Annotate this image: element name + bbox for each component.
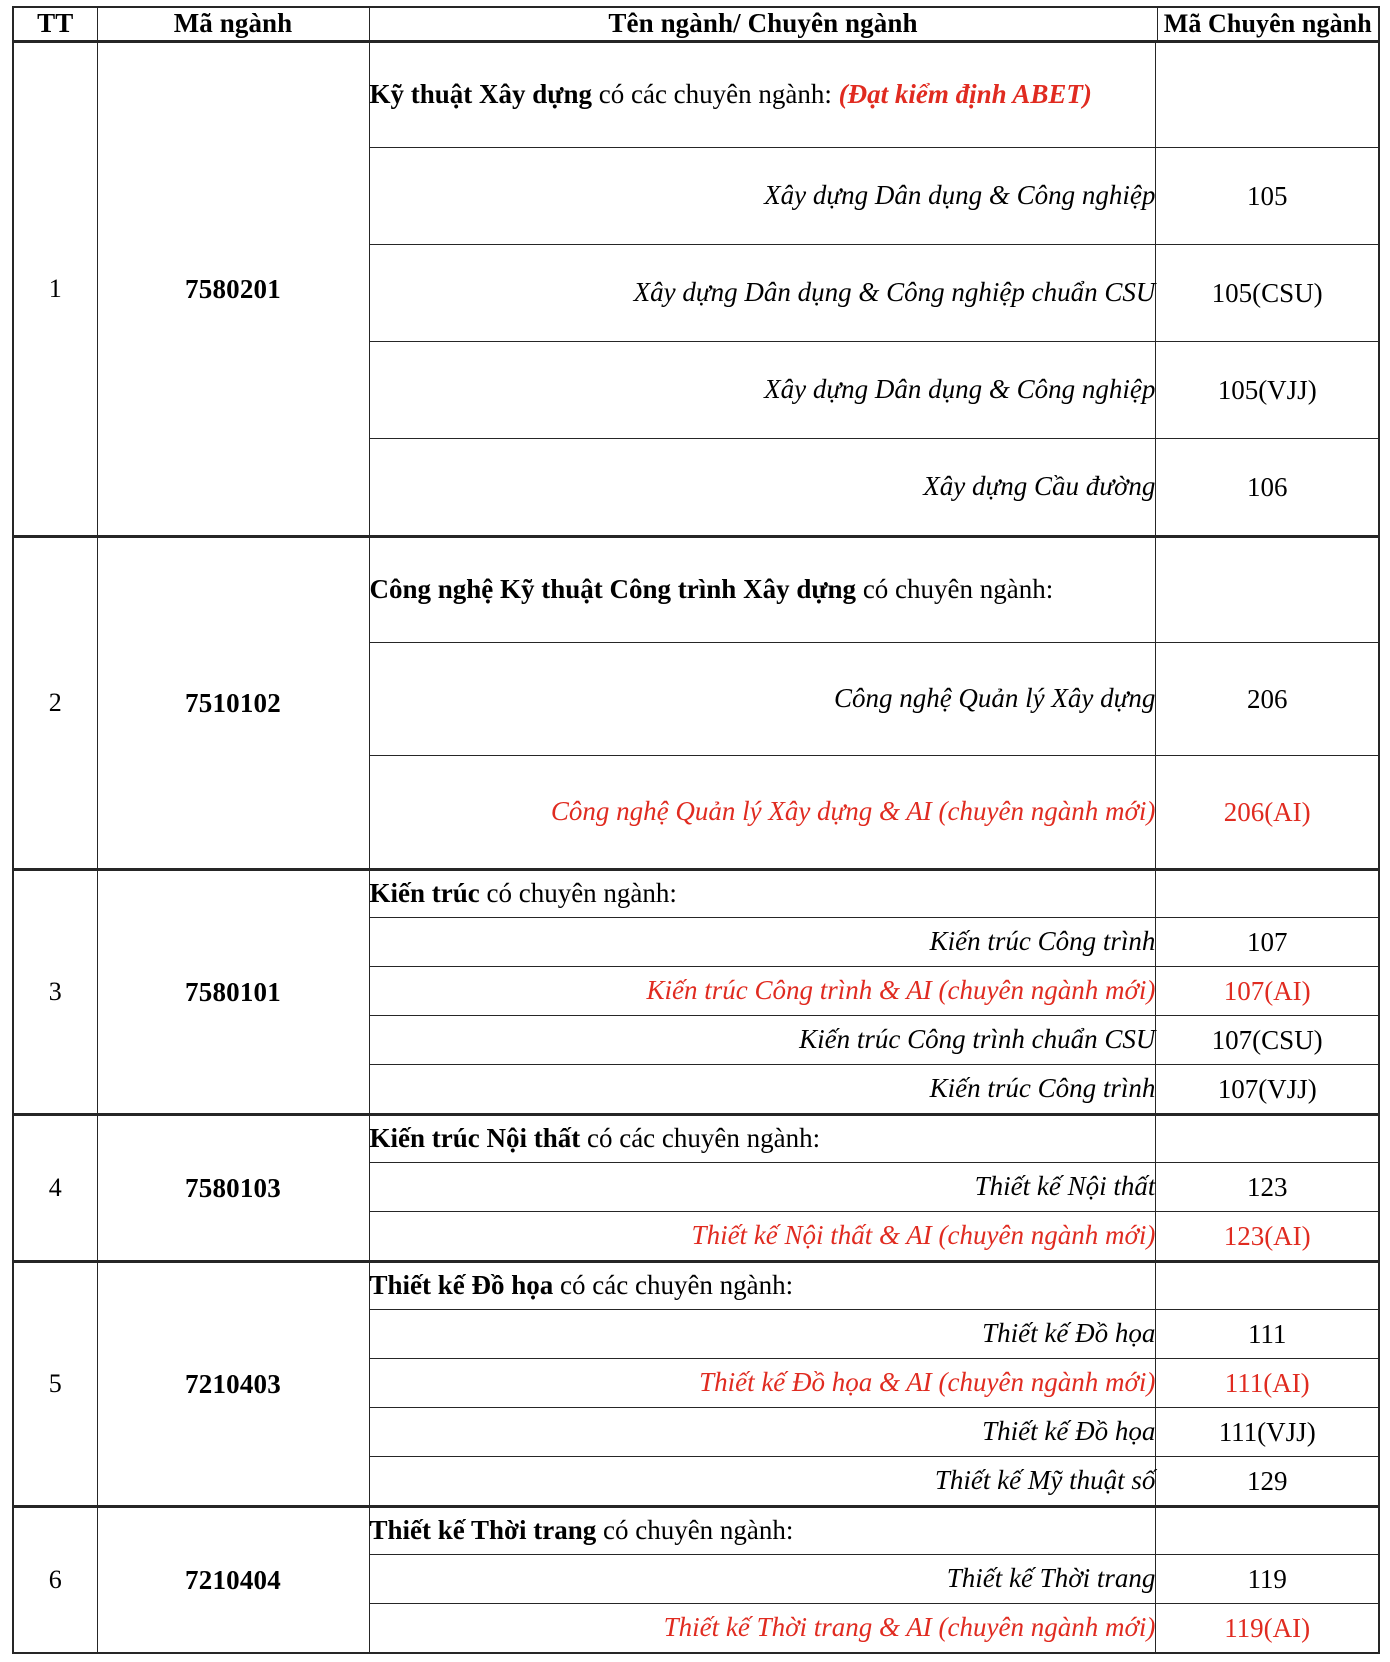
specialization-code: 123 (1156, 1162, 1378, 1211)
specialization-code: 105(VJJ) (1156, 341, 1378, 438)
specialization-name: Thiết kế Đồ họa (370, 1309, 1156, 1358)
nganh-name: Thiết kế Đồ họa (369, 1269, 554, 1300)
specialization-code: 129 (1156, 1456, 1378, 1505)
table-row (13, 869, 1379, 1114)
nganh-heading-row (370, 43, 1379, 148)
specialization-code: 107(VJJ) (1156, 1064, 1378, 1113)
specialization-row (370, 244, 1379, 341)
specialization-row (370, 438, 1379, 535)
specialization-row (370, 1603, 1379, 1652)
cell-ma-nganh: 7580201 (97, 41, 369, 536)
nganh-heading (370, 1116, 1156, 1163)
nganh-heading-row (370, 538, 1379, 643)
header-row (13, 7, 1379, 41)
nganh-heading-row (370, 1263, 1379, 1310)
cell-tt: 2 (13, 536, 97, 869)
cell-ma-chuyen-nganh-empty (1156, 1116, 1378, 1163)
nganh-heading-suffix: có chuyên ngành: (479, 877, 677, 908)
specialization-name: Kiến trúc Công trình (370, 1064, 1156, 1113)
table-row (13, 41, 1379, 536)
cell-tt: 5 (13, 1261, 97, 1506)
specialization-code: 107(AI) (1156, 966, 1378, 1015)
cell-nganh-group (369, 1114, 1379, 1261)
cell-nganh-group (369, 1506, 1379, 1653)
specialization-name: Công nghệ Quản lý Xây dựng (370, 642, 1156, 755)
specialization-name: Thiết kế Nội thất & AI (chuyên ngành mới) (370, 1211, 1156, 1260)
specialization-table (370, 871, 1379, 1113)
column-header-ma-nganh: Mã ngành (97, 7, 369, 41)
specialization-name: Công nghệ Quản lý Xây dựng & AI (chuyên ngành mới) (370, 755, 1156, 868)
specialization-code: 105 (1156, 147, 1378, 244)
nganh-heading-suffix: có các chuyên ngành: (580, 1122, 821, 1153)
nganh-name: Kỹ thuật Xây dựng (369, 78, 592, 109)
specialization-code: 123(AI) (1156, 1211, 1378, 1260)
specialization-name: Xây dựng Dân dụng & Công nghiệp (370, 341, 1156, 438)
nganh-heading (370, 1508, 1156, 1555)
nganh-heading-suffix: có các chuyên ngành: (553, 1269, 794, 1300)
specialization-row (370, 1554, 1379, 1603)
specialization-code: 119(AI) (1156, 1603, 1378, 1652)
cell-nganh-group (369, 536, 1379, 869)
table-row (13, 1261, 1379, 1506)
nganh-heading (370, 1263, 1156, 1310)
cell-tt: 6 (13, 1506, 97, 1653)
accreditation-note: (Đạt kiểm định ABET) (838, 78, 1092, 109)
nganh-name: Kiến trúc Nội thất (369, 1122, 581, 1153)
specialization-name: Xây dựng Dân dụng & Công nghiệp chuẩn CSU (370, 244, 1156, 341)
cell-ma-nganh: 7510102 (97, 536, 369, 869)
specialization-row (370, 341, 1379, 438)
column-header-ma-chuyen-nganh: Mã Chuyên ngành (1157, 7, 1379, 41)
specialization-name: Xây dựng Dân dụng & Công nghiệp (370, 147, 1156, 244)
nganh-heading (370, 43, 1156, 148)
specialization-code: 119 (1156, 1554, 1378, 1603)
specialization-row (370, 755, 1379, 868)
specialization-row (370, 1407, 1379, 1456)
column-header-tt: TT (13, 7, 97, 41)
specialization-code: 107 (1156, 917, 1378, 966)
column-header-ten-nganh: Tên ngành/ Chuyên ngành (369, 7, 1157, 41)
specialization-code: 206(AI) (1156, 755, 1378, 868)
nganh-heading-suffix: có các chuyên ngành: (592, 78, 839, 109)
nganh-name: Công nghệ Kỹ thuật Công trình Xây dựng (369, 573, 857, 604)
cell-nganh-group (369, 41, 1379, 536)
specialization-table (370, 1263, 1379, 1505)
cell-ma-chuyen-nganh-empty (1156, 1508, 1378, 1555)
table-row (13, 536, 1379, 869)
specialization-name: Xây dựng Cầu đường (370, 438, 1156, 535)
nganh-heading (370, 871, 1156, 918)
specialization-name: Thiết kế Nội thất (370, 1162, 1156, 1211)
specialization-code: 111(AI) (1156, 1358, 1378, 1407)
specialization-table (370, 43, 1379, 535)
majors-table (12, 6, 1380, 1654)
nganh-heading-row (370, 1116, 1379, 1163)
cell-nganh-group (369, 1261, 1379, 1506)
specialization-name: Thiết kế Thời trang & AI (chuyên ngành mới) (370, 1603, 1156, 1652)
specialization-table (370, 1116, 1379, 1260)
specialization-code: 111(VJJ) (1156, 1407, 1378, 1456)
nganh-heading-row (370, 1508, 1379, 1555)
cell-ma-nganh: 7580103 (97, 1114, 369, 1261)
specialization-name: Kiến trúc Công trình & AI (chuyên ngành mới) (370, 966, 1156, 1015)
cell-ma-chuyen-nganh-empty (1156, 43, 1378, 148)
specialization-row (370, 1064, 1379, 1113)
specialization-code: 111 (1156, 1309, 1378, 1358)
specialization-code: 107(CSU) (1156, 1015, 1378, 1064)
specialization-table (370, 1508, 1379, 1652)
specialization-row (370, 1015, 1379, 1064)
table-body (13, 41, 1379, 1653)
cell-ma-nganh: 7210404 (97, 1506, 369, 1653)
specialization-row (370, 1162, 1379, 1211)
nganh-heading-suffix: có chuyên ngành: (596, 1514, 794, 1545)
cell-tt: 3 (13, 869, 97, 1114)
specialization-table (370, 538, 1379, 868)
specialization-code: 105(CSU) (1156, 244, 1378, 341)
table-row (13, 1506, 1379, 1653)
specialization-row (370, 1456, 1379, 1505)
nganh-heading-row (370, 871, 1379, 918)
table-row (13, 1114, 1379, 1261)
specialization-row (370, 642, 1379, 755)
specialization-row (370, 1211, 1379, 1260)
specialization-name: Thiết kế Đồ họa & AI (chuyên ngành mới) (370, 1358, 1156, 1407)
specialization-code: 206 (1156, 642, 1378, 755)
cell-ma-chuyen-nganh-empty (1156, 538, 1378, 643)
specialization-row (370, 1309, 1379, 1358)
specialization-row (370, 917, 1379, 966)
specialization-code: 106 (1156, 438, 1378, 535)
cell-nganh-group (369, 869, 1379, 1114)
specialization-row (370, 966, 1379, 1015)
specialization-name: Kiến trúc Công trình chuẩn CSU (370, 1015, 1156, 1064)
cell-ma-chuyen-nganh-empty (1156, 1263, 1378, 1310)
nganh-name: Thiết kế Thời trang (369, 1514, 597, 1545)
cell-tt: 4 (13, 1114, 97, 1261)
cell-tt: 1 (13, 41, 97, 536)
cell-ma-nganh: 7580101 (97, 869, 369, 1114)
nganh-heading (370, 538, 1156, 643)
specialization-row (370, 1358, 1379, 1407)
table-header (13, 7, 1379, 41)
cell-ma-chuyen-nganh-empty (1156, 871, 1378, 918)
specialization-name: Thiết kế Đồ họa (370, 1407, 1156, 1456)
nganh-heading-suffix: có chuyên ngành: (856, 573, 1054, 604)
nganh-name: Kiến trúc (369, 877, 480, 908)
specialization-name: Thiết kế Mỹ thuật số (370, 1456, 1156, 1505)
specialization-name: Thiết kế Thời trang (370, 1554, 1156, 1603)
specialization-name: Kiến trúc Công trình (370, 917, 1156, 966)
cell-ma-nganh: 7210403 (97, 1261, 369, 1506)
specialization-row (370, 147, 1379, 244)
